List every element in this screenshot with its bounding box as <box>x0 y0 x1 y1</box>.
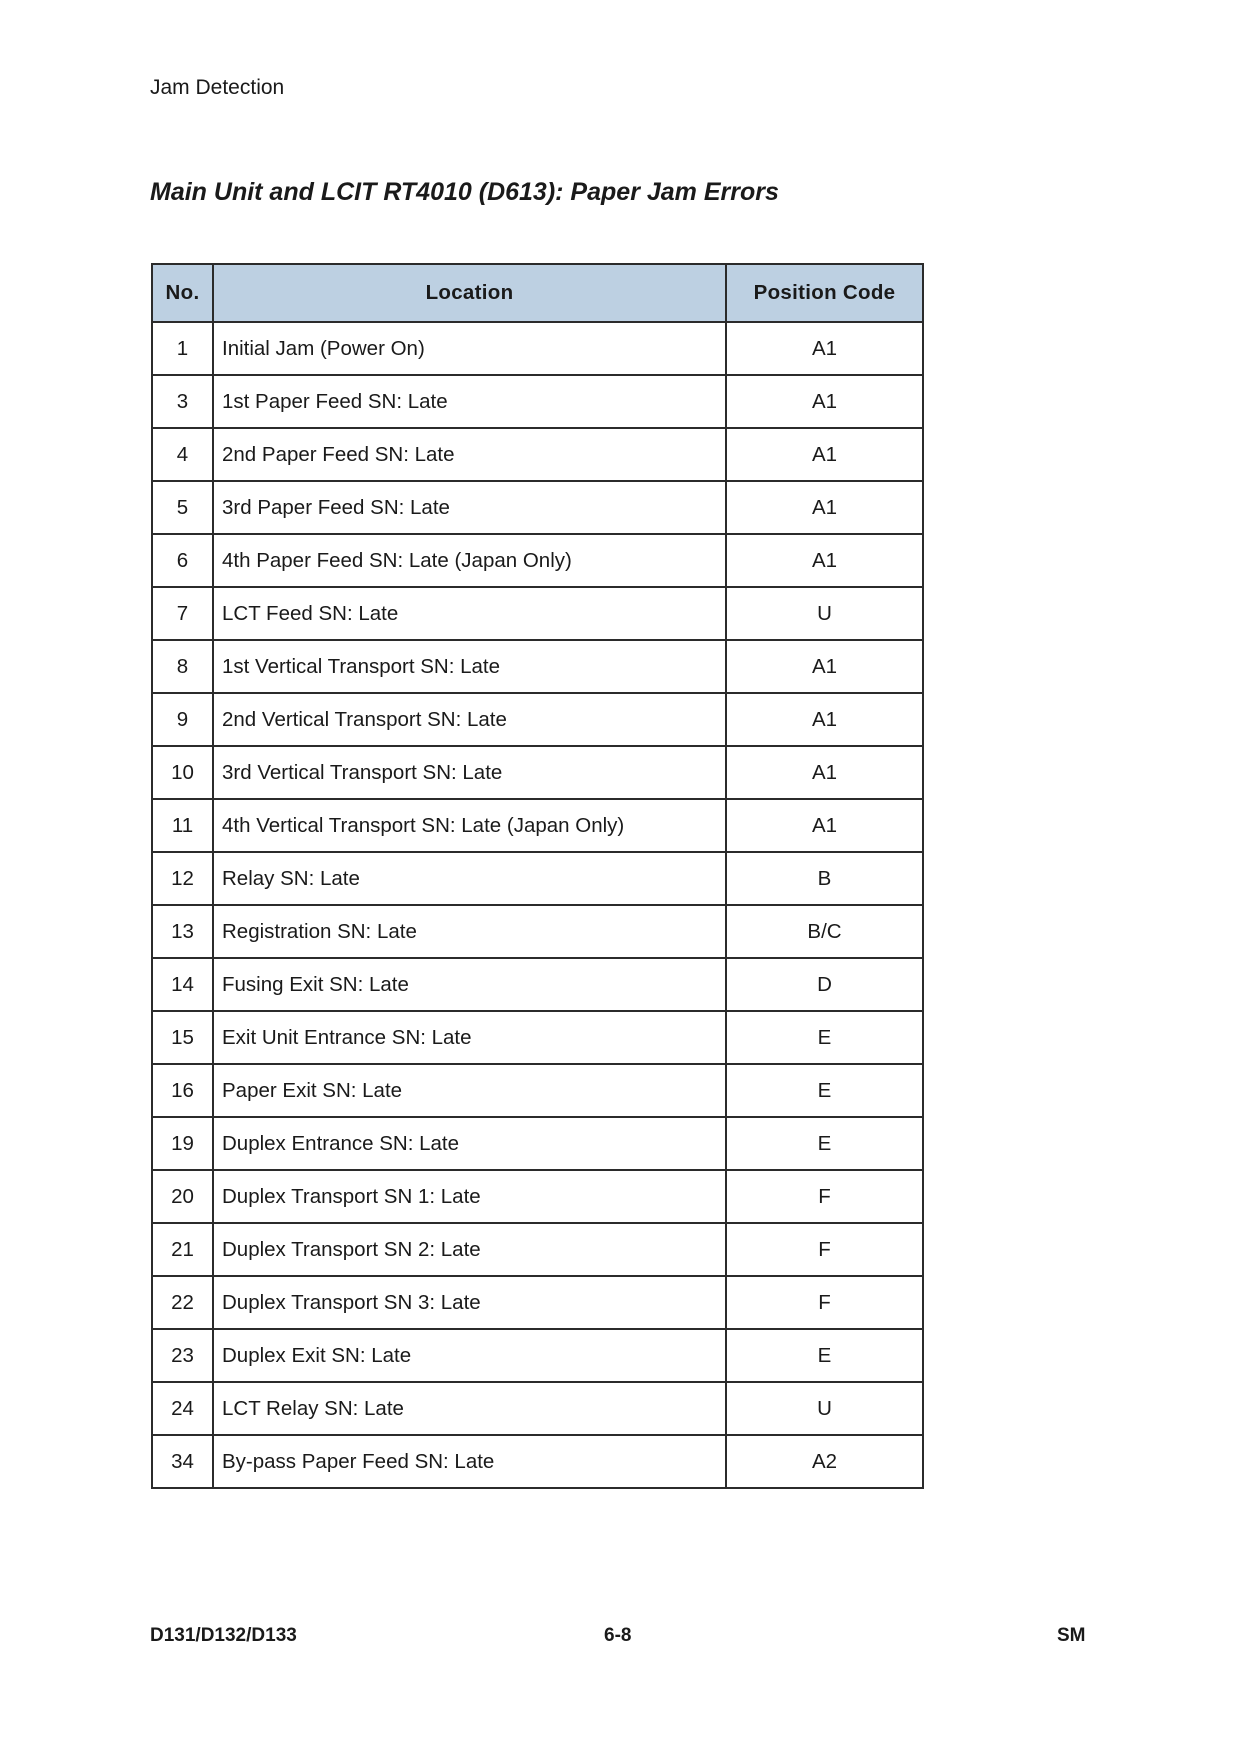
table-row <box>152 1435 923 1488</box>
table-row <box>152 481 923 534</box>
table-row <box>152 1011 923 1064</box>
footer-page-number: 6-8 <box>604 1625 632 1646</box>
section-title: Main Unit and LCIT RT4010 (D613): Paper Jam Errors <box>150 178 779 206</box>
cell-no: 6 <box>152 534 213 587</box>
cell-position-code: A1 <box>726 481 923 534</box>
cell-no: 4 <box>152 428 213 481</box>
cell-position-code: F <box>726 1276 923 1329</box>
cell-location: By-pass Paper Feed SN: Late <box>213 1435 726 1488</box>
cell-position-code: B/C <box>726 905 923 958</box>
cell-location: LCT Feed SN: Late <box>213 587 726 640</box>
table-row <box>152 799 923 852</box>
column-header-location: Location <box>213 264 726 322</box>
cell-position-code: A1 <box>726 375 923 428</box>
cell-no: 13 <box>152 905 213 958</box>
cell-location: Exit Unit Entrance SN: Late <box>213 1011 726 1064</box>
table-header-row <box>152 264 923 322</box>
cell-no: 19 <box>152 1117 213 1170</box>
cell-location: Duplex Entrance SN: Late <box>213 1117 726 1170</box>
cell-location: 1st Vertical Transport SN: Late <box>213 640 726 693</box>
table-row <box>152 534 923 587</box>
cell-position-code: E <box>726 1064 923 1117</box>
footer-model-numbers: D131/D132/D133 <box>150 1625 297 1646</box>
cell-position-code: A1 <box>726 428 923 481</box>
cell-no: 7 <box>152 587 213 640</box>
cell-location: Fusing Exit SN: Late <box>213 958 726 1011</box>
cell-no: 24 <box>152 1382 213 1435</box>
cell-location: 4th Paper Feed SN: Late (Japan Only) <box>213 534 726 587</box>
cell-no: 34 <box>152 1435 213 1488</box>
cell-no: 20 <box>152 1170 213 1223</box>
cell-position-code: E <box>726 1011 923 1064</box>
table-row <box>152 746 923 799</box>
cell-no: 12 <box>152 852 213 905</box>
cell-location: Paper Exit SN: Late <box>213 1064 726 1117</box>
cell-location: Duplex Transport SN 3: Late <box>213 1276 726 1329</box>
cell-location: 2nd Vertical Transport SN: Late <box>213 693 726 746</box>
table-row <box>152 1170 923 1223</box>
table-row <box>152 1223 923 1276</box>
table-row <box>152 322 923 375</box>
cell-position-code: B <box>726 852 923 905</box>
table-row <box>152 428 923 481</box>
table-row <box>152 1276 923 1329</box>
cell-no: 10 <box>152 746 213 799</box>
cell-position-code: A1 <box>726 534 923 587</box>
column-header-position-code: Position Code <box>726 264 923 322</box>
cell-position-code: E <box>726 1329 923 1382</box>
cell-position-code: A1 <box>726 693 923 746</box>
table-row <box>152 852 923 905</box>
cell-position-code: D <box>726 958 923 1011</box>
cell-location: Relay SN: Late <box>213 852 726 905</box>
cell-location: 1st Paper Feed SN: Late <box>213 375 726 428</box>
table-body <box>152 322 923 1488</box>
table-row <box>152 905 923 958</box>
cell-no: 22 <box>152 1276 213 1329</box>
cell-position-code: U <box>726 1382 923 1435</box>
cell-no: 5 <box>152 481 213 534</box>
table-row <box>152 375 923 428</box>
cell-position-code: A1 <box>726 746 923 799</box>
table-row <box>152 640 923 693</box>
running-header: Jam Detection <box>150 76 285 99</box>
paper-jam-table <box>151 263 924 1489</box>
cell-no: 3 <box>152 375 213 428</box>
cell-location: LCT Relay SN: Late <box>213 1382 726 1435</box>
table-row <box>152 1064 923 1117</box>
cell-position-code: E <box>726 1117 923 1170</box>
cell-no: 11 <box>152 799 213 852</box>
cell-position-code: F <box>726 1223 923 1276</box>
table-row <box>152 1329 923 1382</box>
cell-no: 9 <box>152 693 213 746</box>
cell-no: 21 <box>152 1223 213 1276</box>
table-row <box>152 587 923 640</box>
cell-no: 23 <box>152 1329 213 1382</box>
table-row <box>152 958 923 1011</box>
table-row <box>152 1117 923 1170</box>
cell-location: Duplex Exit SN: Late <box>213 1329 726 1382</box>
cell-no: 8 <box>152 640 213 693</box>
cell-location: Duplex Transport SN 2: Late <box>213 1223 726 1276</box>
cell-position-code: A1 <box>726 640 923 693</box>
cell-location: 3rd Paper Feed SN: Late <box>213 481 726 534</box>
cell-position-code: U <box>726 587 923 640</box>
cell-position-code: F <box>726 1170 923 1223</box>
column-header-no: No. <box>152 264 213 322</box>
cell-position-code: A1 <box>726 322 923 375</box>
table-row <box>152 1382 923 1435</box>
cell-location: Registration SN: Late <box>213 905 726 958</box>
cell-no: 1 <box>152 322 213 375</box>
cell-location: 2nd Paper Feed SN: Late <box>213 428 726 481</box>
cell-location: 3rd Vertical Transport SN: Late <box>213 746 726 799</box>
cell-no: 16 <box>152 1064 213 1117</box>
cell-position-code: A2 <box>726 1435 923 1488</box>
cell-no: 15 <box>152 1011 213 1064</box>
cell-no: 14 <box>152 958 213 1011</box>
table-row <box>152 693 923 746</box>
footer-manual-code: SM <box>1057 1625 1086 1646</box>
cell-location: Duplex Transport SN 1: Late <box>213 1170 726 1223</box>
cell-location: 4th Vertical Transport SN: Late (Japan Only) <box>213 799 726 852</box>
cell-position-code: A1 <box>726 799 923 852</box>
cell-location: Initial Jam (Power On) <box>213 322 726 375</box>
